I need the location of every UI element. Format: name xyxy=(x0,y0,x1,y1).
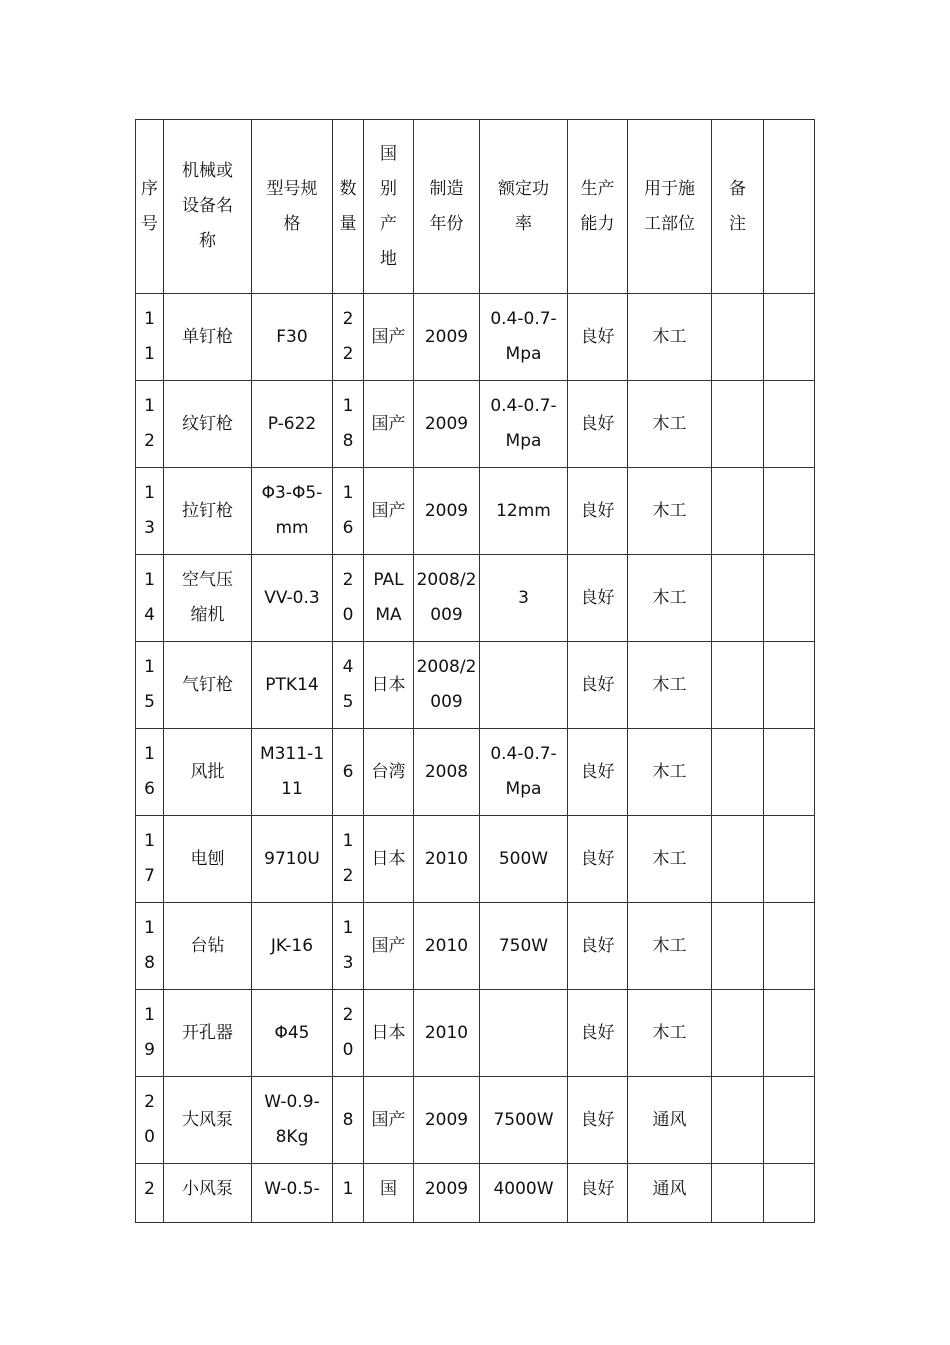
cell-power xyxy=(480,1077,568,1164)
cell-origin-text: 国产 xyxy=(371,500,406,521)
cell-remark xyxy=(712,555,764,642)
cell-usage xyxy=(628,381,712,468)
cell-qty-text: 22 xyxy=(342,309,354,364)
cell-name-text: 空气压缩机 xyxy=(182,570,233,625)
cell-power xyxy=(480,294,568,381)
equipment-table xyxy=(135,119,815,1223)
cell-name xyxy=(164,381,252,468)
cell-capacity xyxy=(568,816,628,903)
cell-capacity-text: 良好 xyxy=(580,500,615,521)
cell-extra xyxy=(764,990,815,1077)
cell-name xyxy=(164,990,252,1077)
cell-capacity-text: 良好 xyxy=(580,848,615,869)
cell-origin xyxy=(364,381,414,468)
cell-seq xyxy=(136,1077,164,1164)
cell-remark xyxy=(712,903,764,990)
table-row xyxy=(136,642,815,729)
cell-model-text: W-0.9-8Kg xyxy=(264,1092,320,1147)
header-remark: 备注 xyxy=(712,120,764,294)
header-origin-b: 产地 xyxy=(380,213,397,269)
cell-seq-text: 2 xyxy=(144,1179,155,1199)
cell-remark xyxy=(712,729,764,816)
header-row xyxy=(136,120,815,294)
cell-seq-text: 11 xyxy=(144,309,155,364)
cell-year xyxy=(414,555,480,642)
cell-model-text: P-622 xyxy=(267,413,317,434)
cell-model-text: W-0.5- xyxy=(264,1179,320,1199)
cell-seq xyxy=(136,294,164,381)
cell-seq xyxy=(136,555,164,642)
cell-usage-text: 通风 xyxy=(652,1179,687,1199)
cell-usage xyxy=(628,1077,712,1164)
table-row xyxy=(136,468,815,555)
cell-name-text: 电刨 xyxy=(190,848,225,869)
cell-origin xyxy=(364,1077,414,1164)
cell-seq xyxy=(136,990,164,1077)
cell-model xyxy=(252,294,333,381)
cell-name-text: 气钉枪 xyxy=(182,674,233,695)
cell-year-text: 2010 xyxy=(424,848,469,869)
cell-capacity xyxy=(568,729,628,816)
cell-model xyxy=(252,555,333,642)
cell-model-text: PTK14 xyxy=(265,674,319,695)
cell-capacity-text: 良好 xyxy=(580,1109,615,1130)
cell-qty xyxy=(333,381,364,468)
cell-name-text: 台钻 xyxy=(190,935,225,956)
cell-power-text: 7500W xyxy=(493,1109,554,1130)
cell-capacity xyxy=(568,990,628,1077)
cell-year-text: 2009 xyxy=(424,1179,469,1199)
cell-origin-text: 国产 xyxy=(371,413,406,434)
cell-origin xyxy=(364,468,414,555)
cell-name-text: 拉钉枪 xyxy=(182,500,233,521)
cell-capacity-text: 良好 xyxy=(580,674,615,695)
cell-usage xyxy=(628,729,712,816)
header-qty: 数量 xyxy=(333,120,364,294)
cell-usage-text: 木工 xyxy=(652,1022,687,1043)
cell-seq xyxy=(136,816,164,903)
cell-usage xyxy=(628,555,712,642)
cell-year xyxy=(414,381,480,468)
cell-seq-text: 19 xyxy=(144,1005,155,1060)
cell-extra xyxy=(764,903,815,990)
cell-extra xyxy=(764,294,815,381)
table-row xyxy=(136,294,815,381)
cell-power-text: 0.4-0.7-Mpa xyxy=(490,396,557,451)
header-extra xyxy=(764,120,815,294)
cell-capacity-text: 良好 xyxy=(580,1179,615,1199)
cell-seq xyxy=(136,729,164,816)
cell-usage xyxy=(628,1164,712,1223)
cell-power xyxy=(480,381,568,468)
cell-remark xyxy=(712,990,764,1077)
cell-capacity xyxy=(568,903,628,990)
cell-year xyxy=(414,816,480,903)
cell-model xyxy=(252,468,333,555)
cell-remark xyxy=(712,294,764,381)
cell-power xyxy=(480,1164,568,1223)
cell-model-text: JK-16 xyxy=(270,935,314,956)
cell-model-text: M311-111 xyxy=(259,744,325,799)
cell-capacity-text: 良好 xyxy=(580,413,615,434)
cell-seq xyxy=(136,381,164,468)
cell-name-text: 单钉枪 xyxy=(182,326,233,347)
cell-name xyxy=(164,1077,252,1164)
cell-capacity-text: 良好 xyxy=(580,1022,615,1043)
cell-capacity-text: 良好 xyxy=(580,587,615,608)
table-row xyxy=(136,816,815,903)
cell-model xyxy=(252,816,333,903)
cell-power-text: 500W xyxy=(498,848,549,869)
cell-year-text: 2009 xyxy=(424,326,469,347)
cell-qty-text: 16 xyxy=(342,483,354,538)
cell-model-text: Φ3-Φ5-mm xyxy=(261,483,323,538)
cell-remark xyxy=(712,642,764,729)
cell-origin xyxy=(364,903,414,990)
cell-qty-text: 18 xyxy=(342,396,354,451)
cell-name xyxy=(164,729,252,816)
table-row xyxy=(136,729,815,816)
cell-remark xyxy=(712,1077,764,1164)
cell-seq xyxy=(136,903,164,990)
cell-year xyxy=(414,990,480,1077)
cell-origin xyxy=(364,642,414,729)
cell-year xyxy=(414,903,480,990)
cell-origin xyxy=(364,294,414,381)
cell-origin xyxy=(364,990,414,1077)
cell-qty xyxy=(333,642,364,729)
cell-qty-text: 8 xyxy=(342,1109,354,1130)
cell-name xyxy=(164,816,252,903)
cell-qty xyxy=(333,903,364,990)
cell-year xyxy=(414,294,480,381)
cell-remark xyxy=(712,381,764,468)
cell-seq xyxy=(136,642,164,729)
cell-power xyxy=(480,990,568,1077)
cell-extra xyxy=(764,816,815,903)
cell-model xyxy=(252,381,333,468)
cell-capacity xyxy=(568,381,628,468)
cell-usage-text: 木工 xyxy=(652,674,687,695)
cell-name-text: 开孔器 xyxy=(182,1022,233,1043)
header-origin-a: 国别 xyxy=(380,143,397,199)
cell-model xyxy=(252,1077,333,1164)
table-row xyxy=(136,1164,815,1223)
cell-usage-text: 通风 xyxy=(652,1109,687,1130)
cell-model xyxy=(252,729,333,816)
header-seq: 序号 xyxy=(136,120,164,294)
cell-power xyxy=(480,642,568,729)
cell-extra xyxy=(764,381,815,468)
cell-usage-text: 木工 xyxy=(652,500,687,521)
cell-year xyxy=(414,1077,480,1164)
table-row xyxy=(136,990,815,1077)
cell-capacity xyxy=(568,1164,628,1223)
cell-usage xyxy=(628,642,712,729)
cell-qty xyxy=(333,468,364,555)
cell-origin xyxy=(364,555,414,642)
cell-year-text: 2009 xyxy=(424,413,469,434)
cell-qty xyxy=(333,1077,364,1164)
cell-seq-text: 16 xyxy=(144,744,155,799)
cell-year-text: 2008 xyxy=(424,761,469,782)
cell-model-text: F30 xyxy=(276,326,308,347)
cell-name xyxy=(164,903,252,990)
cell-extra xyxy=(764,729,815,816)
cell-usage-text: 木工 xyxy=(652,761,687,782)
cell-extra xyxy=(764,1164,815,1223)
cell-usage xyxy=(628,990,712,1077)
cell-model xyxy=(252,642,333,729)
cell-model xyxy=(252,903,333,990)
table-body xyxy=(136,120,815,1223)
cell-name xyxy=(164,294,252,381)
cell-power-text: 0.4-0.7-Mpa xyxy=(490,744,557,799)
cell-seq-text: 20 xyxy=(144,1092,155,1147)
cell-name xyxy=(164,642,252,729)
cell-capacity xyxy=(568,642,628,729)
cell-origin-text: 国产 xyxy=(371,935,406,956)
cell-qty xyxy=(333,1164,364,1223)
cell-capacity xyxy=(568,555,628,642)
cell-qty-text: 20 xyxy=(342,1005,354,1060)
cell-seq-text: 18 xyxy=(144,918,155,973)
cell-model-text: VV-0.3 xyxy=(264,587,320,608)
cell-qty xyxy=(333,729,364,816)
cell-qty xyxy=(333,555,364,642)
cell-seq-text: 13 xyxy=(144,483,155,538)
cell-extra xyxy=(764,555,815,642)
header-model: 型号规格 xyxy=(252,120,333,294)
cell-year-text: 2008/2009 xyxy=(416,570,477,625)
cell-usage-text: 木工 xyxy=(652,587,687,608)
cell-year-text: 2009 xyxy=(424,500,469,521)
cell-year xyxy=(414,642,480,729)
cell-usage-text: 木工 xyxy=(652,935,687,956)
cell-usage xyxy=(628,294,712,381)
cell-year-text: 2009 xyxy=(424,1109,469,1130)
cell-name xyxy=(164,1164,252,1223)
cell-year-text: 2010 xyxy=(424,1022,469,1043)
cell-remark xyxy=(712,816,764,903)
cell-power xyxy=(480,816,568,903)
cell-remark xyxy=(712,468,764,555)
cell-name-text: 纹钉枪 xyxy=(182,413,233,434)
cell-year-text: 2008/2009 xyxy=(416,657,477,712)
cell-origin xyxy=(364,1164,414,1223)
cell-origin-text: 日本 xyxy=(371,674,406,695)
cell-extra xyxy=(764,642,815,729)
header-origin xyxy=(364,120,414,294)
cell-extra xyxy=(764,1077,815,1164)
cell-power xyxy=(480,468,568,555)
cell-origin-text: PALMA xyxy=(373,570,404,625)
cell-year xyxy=(414,729,480,816)
cell-year-text: 2010 xyxy=(424,935,469,956)
cell-name-text: 风批 xyxy=(190,761,225,782)
cell-remark xyxy=(712,1164,764,1223)
cell-qty-text: 6 xyxy=(342,761,354,782)
cell-origin xyxy=(364,729,414,816)
cell-qty-text: 13 xyxy=(342,918,354,973)
cell-qty-text: 12 xyxy=(342,831,354,886)
cell-qty-text: 1 xyxy=(342,1179,354,1199)
cell-origin-text: 日本 xyxy=(371,1022,406,1043)
cell-usage-text: 木工 xyxy=(652,848,687,869)
table-row xyxy=(136,903,815,990)
cell-name xyxy=(164,555,252,642)
cell-seq xyxy=(136,468,164,555)
cell-capacity xyxy=(568,468,628,555)
cell-power xyxy=(480,729,568,816)
cell-usage xyxy=(628,816,712,903)
cell-qty-text: 20 xyxy=(342,570,354,625)
cell-year xyxy=(414,468,480,555)
cell-power-text: 0.4-0.7-Mpa xyxy=(490,309,557,364)
table-row xyxy=(136,1077,815,1164)
cell-capacity xyxy=(568,1077,628,1164)
cell-qty xyxy=(333,816,364,903)
cell-model-text: Φ45 xyxy=(274,1022,310,1043)
cell-power xyxy=(480,555,568,642)
cell-capacity-text: 良好 xyxy=(580,935,615,956)
cell-seq-text: 15 xyxy=(144,657,155,712)
cell-origin-text: 国产 xyxy=(371,1109,406,1130)
cell-power-text: 4000W xyxy=(493,1179,554,1199)
header-name: 机械或设备名称 xyxy=(164,120,252,294)
cell-usage-text: 木工 xyxy=(652,326,687,347)
cell-capacity xyxy=(568,294,628,381)
cell-name-text: 小风泵 xyxy=(182,1179,233,1199)
cell-qty-text: 45 xyxy=(342,657,354,712)
cell-seq-text: 12 xyxy=(144,396,155,451)
cell-extra xyxy=(764,468,815,555)
header-usage: 用于施工部位 xyxy=(628,120,712,294)
cell-usage xyxy=(628,468,712,555)
header-year: 制造年份 xyxy=(414,120,480,294)
cell-qty xyxy=(333,990,364,1077)
cell-model xyxy=(252,990,333,1077)
cell-power-text: 750W xyxy=(498,935,549,956)
cell-origin-text: 国 xyxy=(380,1179,397,1199)
cell-usage-text: 木工 xyxy=(652,413,687,434)
cell-name-text: 大风泵 xyxy=(182,1109,233,1130)
cell-origin-text: 台湾 xyxy=(371,761,406,782)
cell-year xyxy=(414,1164,480,1223)
cell-power xyxy=(480,903,568,990)
header-power: 额定功率 xyxy=(480,120,568,294)
header-capacity: 生产能力 xyxy=(568,120,628,294)
cell-capacity-text: 良好 xyxy=(580,326,615,347)
cell-qty xyxy=(333,294,364,381)
cell-seq-text: 14 xyxy=(144,570,155,625)
cell-name xyxy=(164,468,252,555)
cell-usage xyxy=(628,903,712,990)
cell-origin xyxy=(364,816,414,903)
cell-origin-text: 国产 xyxy=(371,326,406,347)
cell-power-text: 12mm xyxy=(496,500,551,521)
cell-seq xyxy=(136,1164,164,1223)
table-row xyxy=(136,555,815,642)
cell-model xyxy=(252,1164,333,1223)
table-row xyxy=(136,381,815,468)
cell-capacity-text: 良好 xyxy=(580,761,615,782)
cell-power-text: 3 xyxy=(518,587,529,608)
cell-model-text: 9710U xyxy=(264,848,320,869)
cell-seq-text: 17 xyxy=(144,831,155,886)
cell-origin-text: 日本 xyxy=(371,848,406,869)
